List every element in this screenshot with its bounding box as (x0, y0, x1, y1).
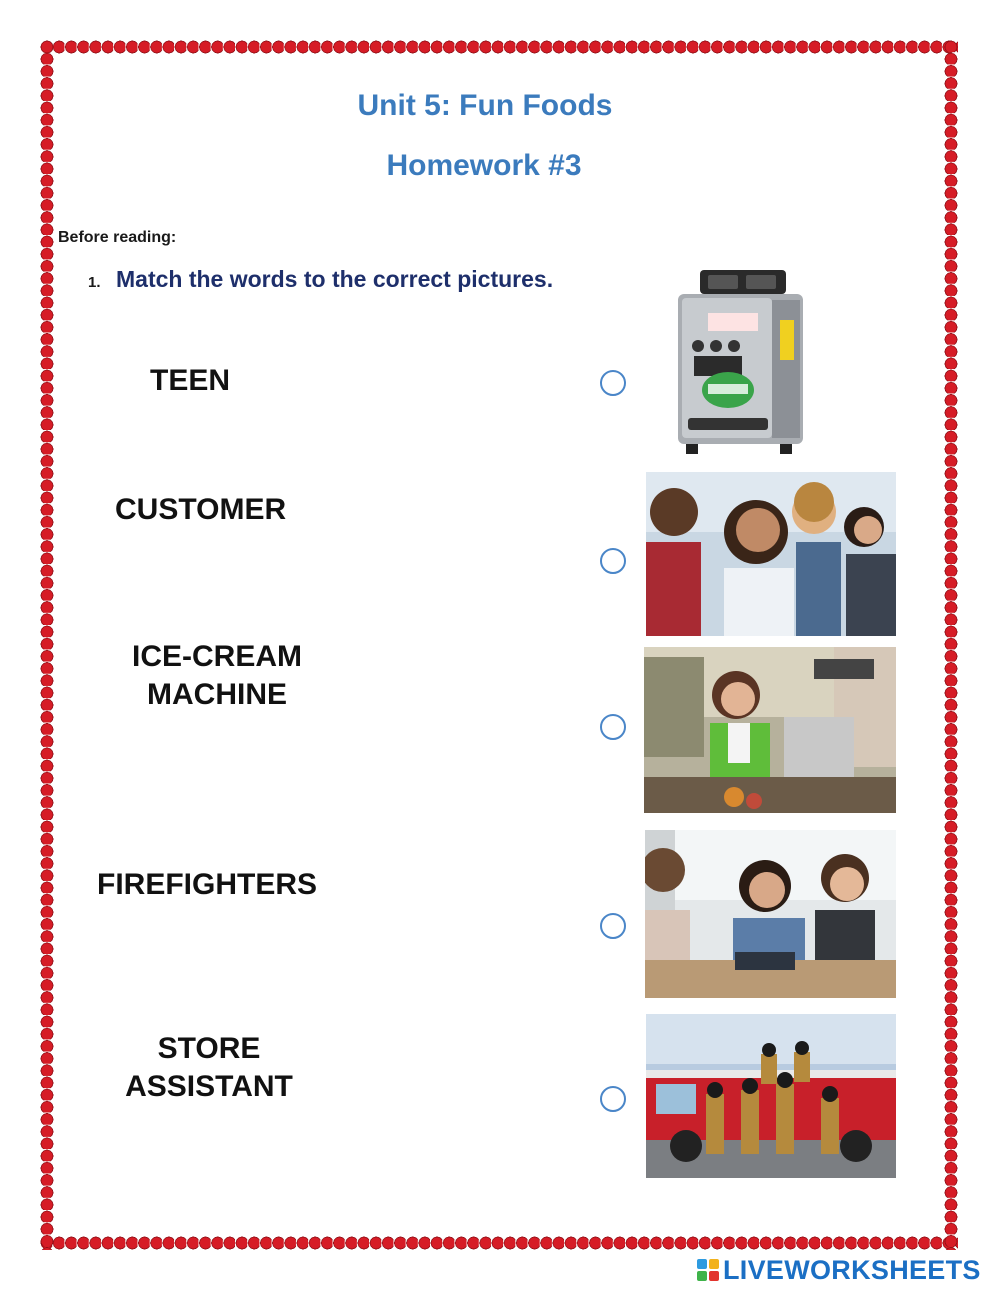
firefighters-photo[interactable] (646, 1014, 896, 1178)
match-dot[interactable] (600, 913, 626, 939)
store-assistant-icon (644, 647, 896, 813)
ice-cream-machine-icon (668, 268, 813, 458)
word-item (120, 638, 314, 714)
section-label: Before reading: (58, 229, 177, 246)
border-bottom (40, 1236, 958, 1250)
match-dot[interactable] (600, 1086, 626, 1112)
customers-photo[interactable] (645, 830, 896, 998)
store-assistant-photo[interactable] (644, 647, 896, 813)
word-label: ICE-CREAM (132, 640, 302, 673)
word-label: STORE (157, 1032, 261, 1065)
word-item (112, 1030, 306, 1106)
logo-mark-icon (697, 1259, 719, 1281)
border-top (40, 40, 958, 54)
word-label: TEEN (150, 364, 231, 397)
word-label-line2: ASSISTANT (125, 1070, 293, 1103)
teens-icon (646, 472, 896, 636)
match-dot[interactable] (600, 370, 626, 396)
page-subtitle: Homework #3 (386, 149, 582, 182)
word-label: CUSTOMER (115, 493, 287, 526)
teens-group-photo[interactable] (646, 472, 896, 636)
firefighters-icon (646, 1014, 896, 1178)
word-item (115, 491, 286, 529)
word-label-line2: MACHINE (147, 678, 287, 711)
word-item (150, 362, 230, 400)
border-left (40, 40, 54, 1250)
border-right (944, 40, 958, 1250)
instruction-number: 1. (88, 274, 101, 291)
instruction-text: Match the words to the correct pictures. (116, 266, 554, 292)
match-dot[interactable] (600, 548, 626, 574)
page-title: Unit 5: Fun Foods (357, 89, 613, 122)
customers-icon (645, 830, 896, 998)
ice-cream-machine-photo[interactable] (668, 268, 813, 458)
word-item (97, 866, 317, 904)
logo-text: LIVEWORKSHEETS (723, 1254, 981, 1285)
match-dot[interactable] (600, 714, 626, 740)
liveworksheets-logo[interactable] (697, 1254, 981, 1285)
word-label: FIREFIGHTERS (97, 868, 318, 901)
